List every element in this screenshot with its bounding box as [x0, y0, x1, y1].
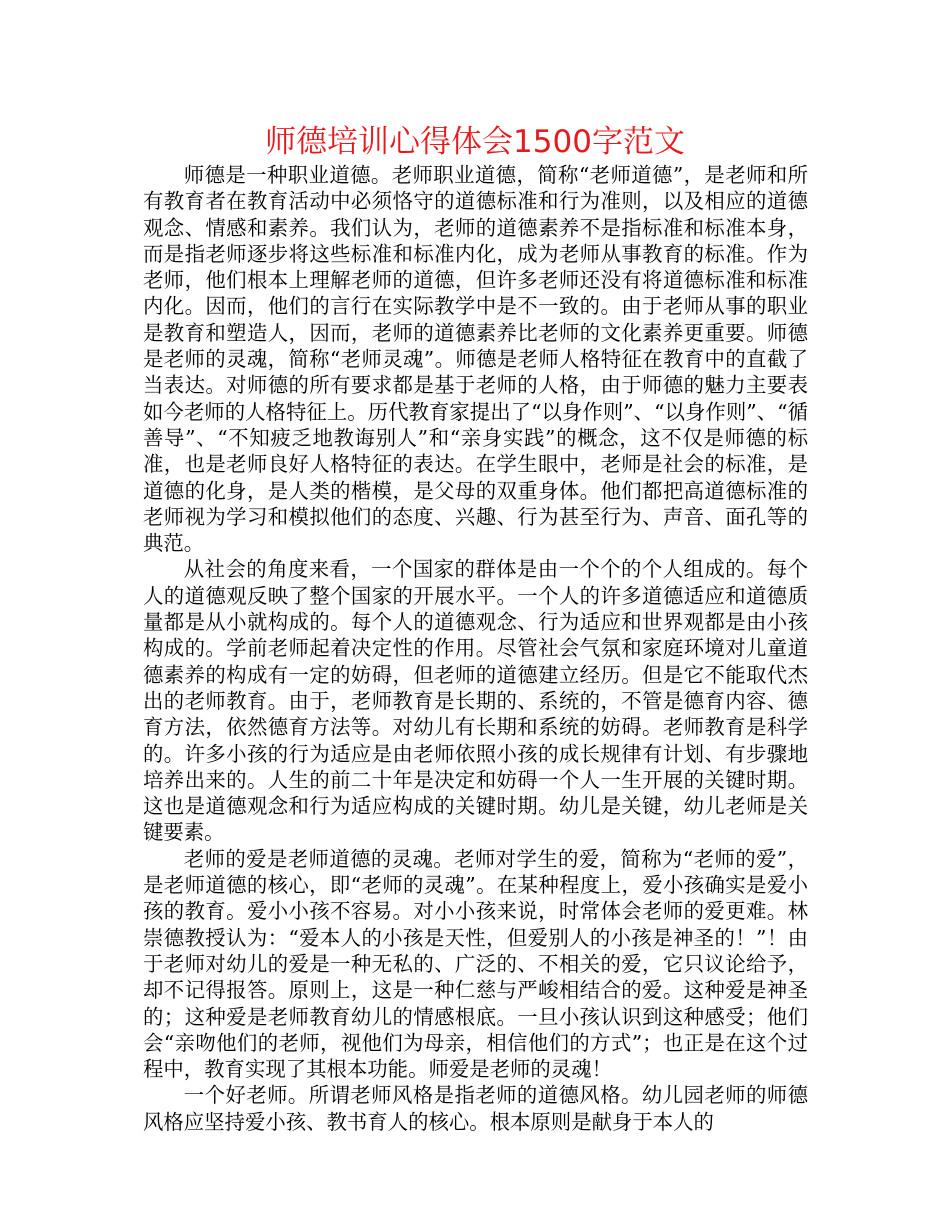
paragraph-4: 一个好老师。所谓老师风格是指老师的道德风格。幼儿园老师的师德风格应坚持爱小孩、教书育人的核心。根本原则是献身于本人的: [143, 1083, 808, 1134]
paragraph-1: 师德是一种职业道德。老师职业道德，简称“老师道德”，是老师和所有教育者在教育活动中必须恪守的道德标准和行为准则，以及相应的道德观念、情感和素养。我们认为，老师的道德素养不是指标准和标准本身，而是指老师逐步将这些标准和标准内化，成为老师从事教育的标准。作为老师，他们根本上理解老师的道德，但许多老师还没有将道德标准和标准内化。因而，他们的言行在实际教学中是不一致的。由于老师从事的职业是教育和塑造人，因而，老师的道德素养比老师的文化素养更重要。师德是老师的灵魂，简称“老师灵魂”。师德是老师人格特征在教育中的直截了当表达。对师德的所有要求都是基于老师的人格，由于师德的魅力主要表如今老师的人格特征上。历代教育家提出了“以身作则”、“以身作则”、“循善导”、“不知疲乏地教诲别人”和“亲身实践”的概念，这不仅是师德的标准，也是老师良好人格特征的表达。在学生眼中，老师是社会的标准，是道德的化身，是人类的楷模，是父母的双重身体。他们都把高道德标准的老师视为学习和模拟他们的态度、兴趣、行为甚至行为、声音、面孔等的典范。: [143, 163, 808, 556]
document-body: [143, 162, 808, 1135]
document-title: 师德培训心得体会1500字范文: [265, 124, 685, 160]
paragraph-2: 从社会的角度来看，一个国家的群体是由一个个的个人组成的。每个人的道德观反映了整个国家的开展水平。一个人的许多道德适应和道德质量都是从小就构成的。每个人的道德观念、行为适应和世界观都是由小孩构成的。学前老师起着决定性的作用。尽管社会气氛和家庭环境对儿童道德素养的构成有一定的妨碍，但老师的道德建立经历。但是它不能取代杰出的老师教育。由于，老师教育是长期的、系统的，不管是德育内容、德育方法，依然德育方法等。对幼儿有长期和系统的妨碍。老师教育是科学的。许多小孩的行为适应是由老师依照小孩的成长规律有计划、有步骤地培养出来的。人生的前二十年是决定和妨碍一个人一生开展的关键时期。这也是道德观念和行为适应构成的关键时期。幼儿是关键，幼儿老师是关键要素。: [143, 557, 808, 845]
paragraph-3: 老师的爱是老师道德的灵魂。老师对学生的爱，简称为“老师的爱”，是老师道德的核心，即“老师的灵魂”。在某种程度上，爱小孩确实是爱小孩的教育。爱小小孩不容易。对小小孩来说，时常体会老师的爱更难。林崇德教授认为：“爱本人的小孩是天性，但爱别人的小孩是神圣的！”！由于老师对幼儿的爱是一种无私的、广泛的、不相关的爱，它只议论给予，却不记得报答。原则上，这是一种仁慈与严峻相结合的爱。这种爱是神圣的；这种爱是老师教育幼儿的情感根底。一旦小孩认识到这种感受；他们会“亲吻他们的老师，视他们为母亲，相信他们的方式”；也正是在这个过程中，教育实现了其根本功能。师爱是老师的灵魂！: [143, 846, 808, 1082]
